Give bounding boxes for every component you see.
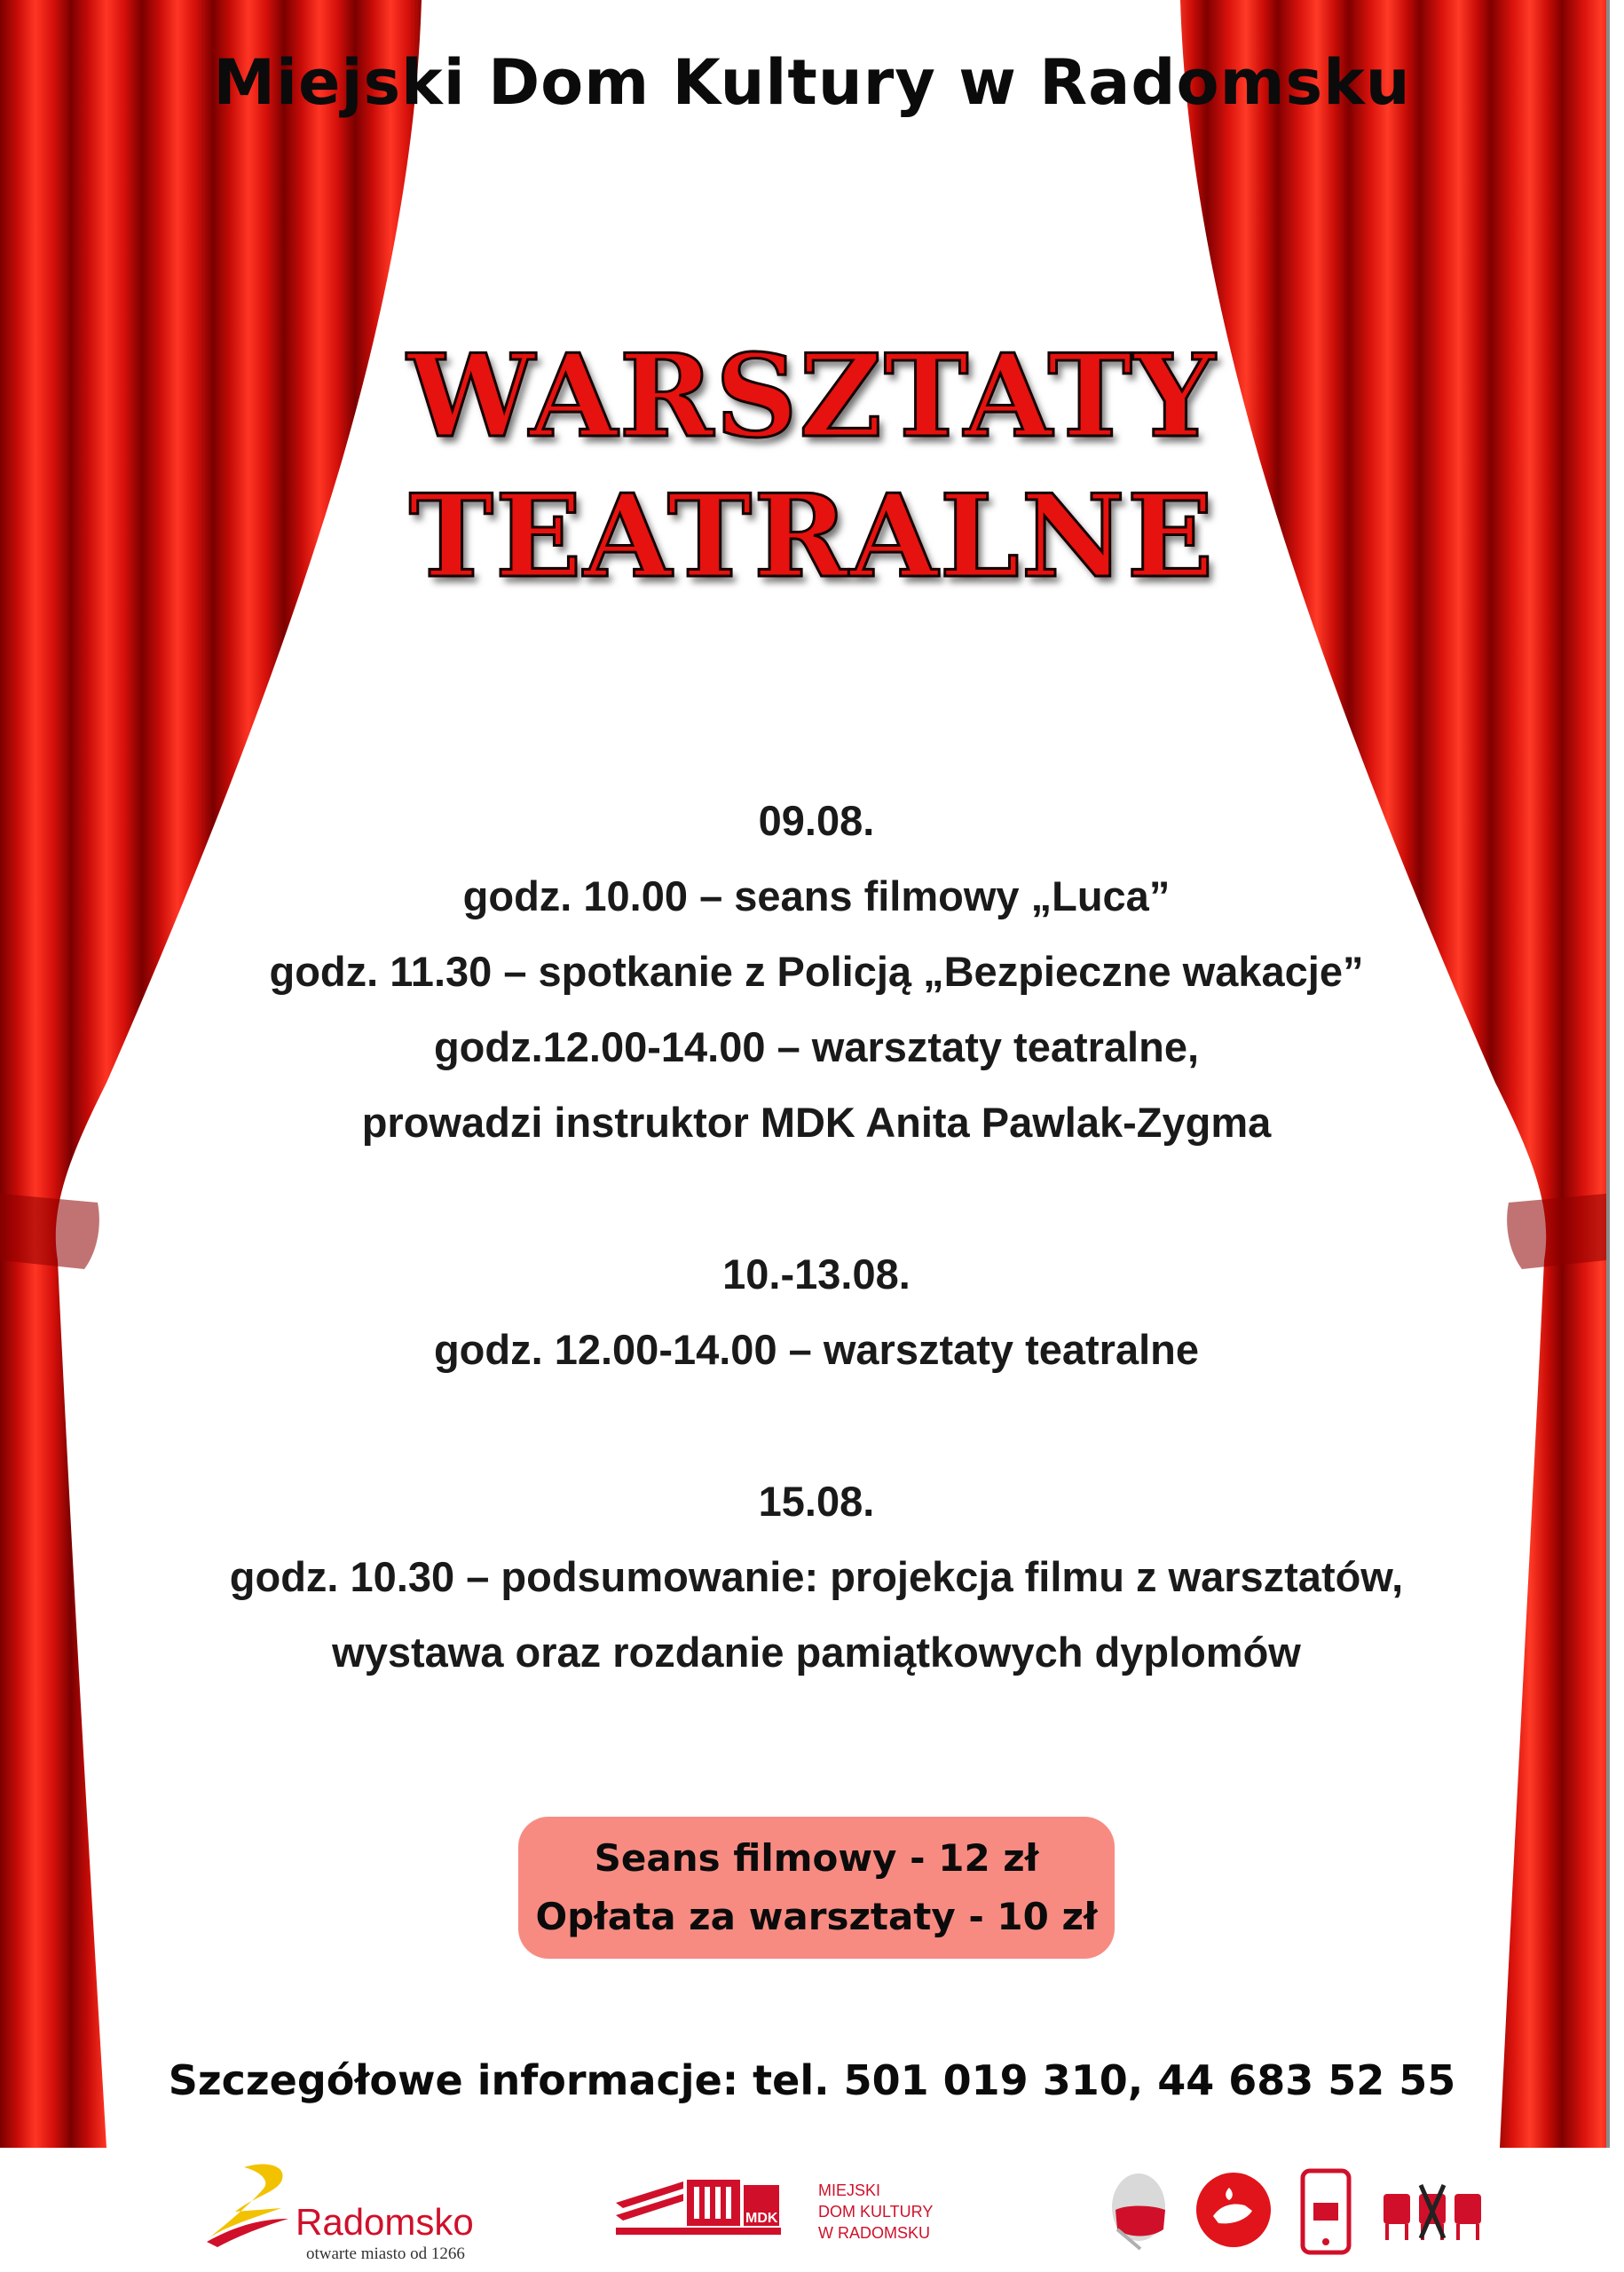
organizer-title: Miejski Dom Kultury w Radomsku [213, 46, 1411, 119]
frame-edge [1606, 0, 1610, 2148]
mdk-abbr: MDK [745, 2211, 778, 2226]
curtain-left-tieback [0, 1194, 99, 1269]
mdk-line3: W RADOMSKU [818, 2224, 930, 2242]
schedule-date: 09.08. [758, 797, 875, 844]
schedule-line: prowadzi instruktor MDK Anita Pawlak-Zygma [361, 1099, 1272, 1146]
schedule-day [151, 1463, 1482, 1690]
mdk-logo [612, 2158, 950, 2265]
radomsko-name: Radomsko [296, 2201, 474, 2243]
radomsko-tagline: otwarte miasto od 1266 [306, 2244, 465, 2263]
schedule-day [151, 1236, 1482, 1387]
schedule-day [151, 783, 1482, 1160]
schedule [151, 783, 1482, 1766]
radomsko-logo [200, 2157, 484, 2268]
contact-info: Szczegółowe informacje: tel. 501 019 310, 44 683 52 55 [168, 2056, 1456, 2104]
distanced-seats-icon [1380, 2176, 1486, 2247]
schedule-date: 15.08. [758, 1478, 875, 1525]
curtain-right-tieback [1507, 1194, 1606, 1269]
film-price: Seans filmowy - 12 zł [594, 1836, 1039, 1880]
mask-icon [1105, 2167, 1176, 2256]
footer [0, 2148, 1624, 2272]
mdk-line2: DOM KULTURY [818, 2203, 934, 2221]
schedule-line: wystawa oraz rozdanie pamiątkowych dyplomów [332, 1629, 1301, 1676]
workshop-price: Opłata za warsztaty - 10 zł [535, 1895, 1098, 1938]
hand-sanitize-icon [1194, 2170, 1273, 2250]
event-title-line2: TEATRALNE [408, 470, 1216, 604]
phone-app-icon [1297, 2167, 1360, 2256]
mdk-line1: MIEJSKI [818, 2181, 881, 2199]
schedule-line: godz. 10.00 – seans filmowy „Luca” [462, 872, 1171, 919]
schedule-line: godz.12.00-14.00 – warsztaty teatralne, [433, 1023, 1200, 1070]
schedule-date: 10.-13.08. [722, 1250, 911, 1298]
schedule-line: godz. 12.00-14.00 – warsztaty teatralne [433, 1326, 1200, 1373]
event-title-line1: WARSZTATY [406, 330, 1218, 463]
schedule-line: godz. 11.30 – spotkanie z Policją „Bezpieczne wakacje” [269, 948, 1364, 995]
schedule-line: godz. 10.30 – podsumowanie: projekcja filmu z warsztatów, [229, 1553, 1404, 1600]
radomsko-swoosh-accent [207, 2219, 288, 2247]
price-box [518, 1817, 1115, 1959]
